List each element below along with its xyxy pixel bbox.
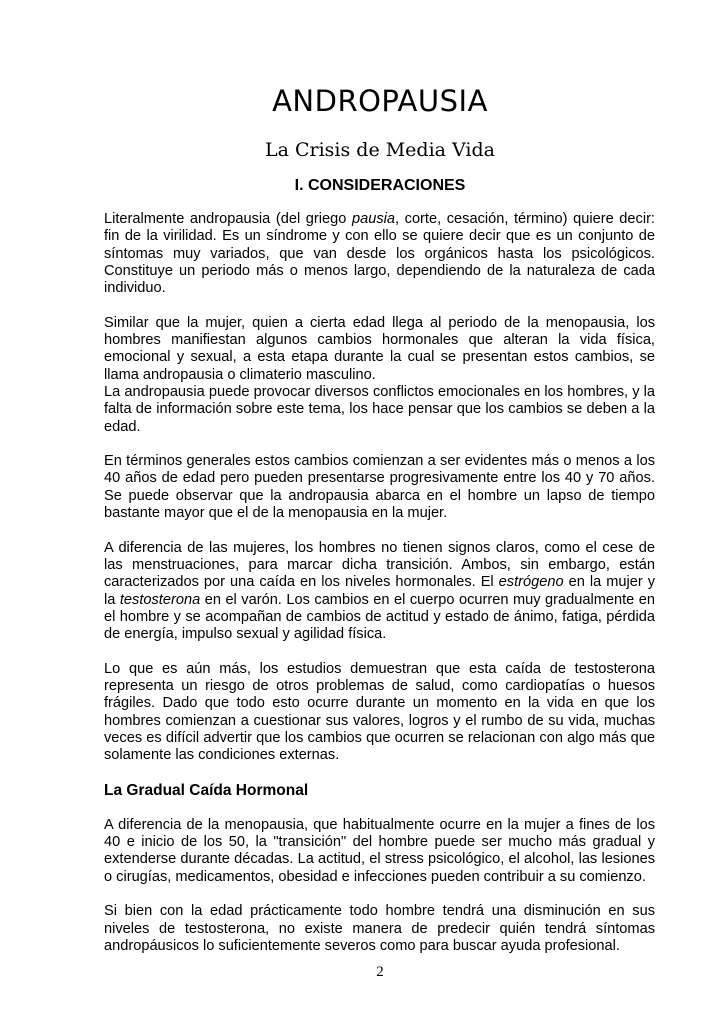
paragraph: Similar que la mujer, quien a cierta edad llega al periodo de la menopausia, los hombres manifiestan algunos cambios hormonales que alteran la vida física, emocional y sexual, a esta etapa durante la cual se presentan estos cambios, se llama andropausia o climaterio masculino. — [104, 314, 655, 383]
paragraph: Lo que es aún más, los estudios demuestran que esta caída de testosterona representa un riesgo de otros problemas de salud, como cardiopatías o huesos frágiles. Dado que todo esto ocurre durante un momento en la vida en que los hombres comienzan a cuestionar sus valores, logros y el rumbo de su vida, muchas veces es difícil advertir que los cambios que ocurren se relacionan con algo más que solamente las condiciones externas. — [104, 660, 655, 764]
paragraph: Literalmente andropausia (del griego pausia, corte, cesación, término) quiere decir: fin de la virilidad. Es un síndrome y con ello se quiere decir que es un conjunto de síntomas muy variados, que van desde los orgánicos hasta los psicológicos. Constituye un periodo más o menos largo, dependiendo de la naturaleza de cada individuo. — [104, 211, 655, 297]
italic-term: estrógeno — [498, 574, 564, 591]
document-title: ANDROPAUSIA — [272, 84, 488, 118]
paragraph: La andropausia puede provocar diversos conflictos emocionales en los hombres, y la falta de información sobre este tema, los hace pensar que los cambios se deben a la edad. — [104, 383, 655, 435]
paragraph: A diferencia de la menopausia, que habitualmente ocurre en la mujer a fines de los 40 e inicio de los 50, la "transición" del hombre puede ser mucho más gradual y extenderse durante décadas. La actitud, el stress psicológico, el alcohol, las lesiones o cirugías, medicamentos, obesidad e infecciones pueden contribuir a su comienzo. — [104, 816, 655, 885]
section-heading: I. CONSIDERACIONES — [294, 177, 466, 194]
subheading: La Gradual Caída Hormonal — [104, 781, 309, 799]
italic-term: testosterona — [119, 591, 201, 608]
italic-term: pausia — [351, 211, 395, 227]
document-body — [104, 211, 655, 955]
document-subtitle: La Crisis de Media Vida — [264, 139, 495, 161]
page-number: 2 — [376, 964, 384, 980]
paragraph: A diferencia de las mujeres, los hombres no tienen signos claros, como el cese de las menstruaciones, para marcar dicha transición. Ambos, sin embargo, están caracterizados por una caída en los niveles hormonales. El estrógeno en la mujer y la testosterona en el varón. Los cambios en el cuerpo ocurren muy gradualmente en el hombre y se acompañan de cambios de actitud y estado de ánimo, fatiga, pérdida de energía, impulso sexual y agilidad física. — [104, 539, 656, 643]
paragraph: En términos generales estos cambios comienzan a ser evidentes más o menos a los 40 años de edad pero pueden presentarse progresivamente entre los 40 y 70 años. Se puede observar que la andropausia abarca en el hombre un lapso de tiempo bastante mayor que el de la menopausia en la mujer. — [104, 453, 655, 522]
paragraph: Si bien con la edad prácticamente todo hombre tendrá una disminución en sus niveles de testosterona, no existe manera de predecir quién tendrá síntomas andropáusicos lo suficientemente severos como para buscar ayuda profesional. — [104, 903, 655, 954]
